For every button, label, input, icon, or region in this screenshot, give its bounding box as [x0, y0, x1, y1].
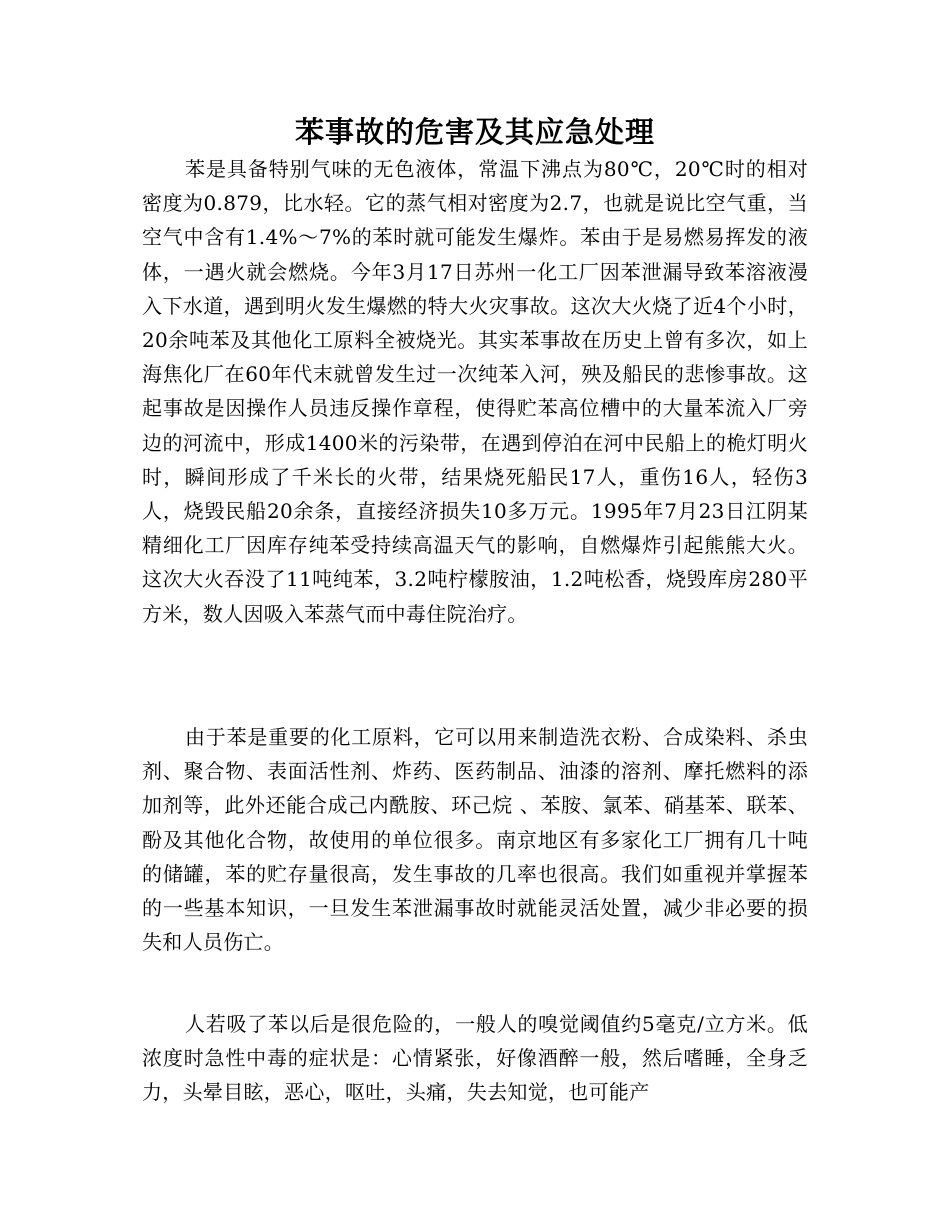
paragraph-benzene-poisoning: 人若吸了苯以后是很危险的，一般人的嗅觉阈值约5毫克/立方米。低浓度时急性中毒的症状是：心情紧张，好像酒醉一般，然后嗜睡，全身乏力，头晕目眩，恶心，呕吐，头痛，失去知觉，也可能产 [142, 1012, 808, 1105]
paragraph-benzene-uses: 由于苯是重要的化工原料，它可以用来制造洗衣粉、合成染料、杀虫剂、聚合物、表面活性剂、炸药、医药制品、油漆的溶剂、摩托燃料的添加剂等，此外还能合成己内酰胺、环己烷 、苯胺、氯苯、硝基苯、联苯、酚及其他化合物，故使用的单位很多。南京地区有多家化工厂拥有几十吨的储罐，苯的贮存量很高，发生事故的几率也很高。我们如重视并掌握苯的一些基本知识，一旦发生苯泄漏事故时就能灵活处置，减少非必要的损失和人员伤亡。 [142, 725, 808, 955]
document-title: 苯事故的危害及其应急处理 [294, 115, 655, 149]
paragraph-benzene-properties-accidents: 苯是具备特别气味的无色液体，常温下沸点为80℃，20℃时的相对密度为0.879，比水轻。它的蒸气相对密度为2.7，也就是说比空气重，当空气中含有1.4%～7%的苯时就可能发生爆炸。苯由于是易燃易挥发的液体，一遇火就会燃烧。今年3月17日苏州一化工厂因苯泄漏导致苯溶液漫入下水道，遇到明火发生爆燃的特大火灾事故。这次大火烧了近4个小时，20余吨苯及其他化工原料全被烧光。其实苯事故在历史上曾有多次，如上海焦化厂在60年代末就曾发生过一次纯苯入河，殃及船民的悲惨事故。这起事故是因操作人员违反操作章程，使得贮苯高位槽中的大量苯流入厂旁边的河流中，形成1400米的污染带，在遇到停泊在河中民船上的桅灯明火时，瞬间形成了千米长的火带，结果烧死船民17人，重伤16人，轻伤3人，烧毁民船20余条，直接经济损失10多万元。1995年7月23日江阴某精细化工厂因库存纯苯受持续高温天气的影响，自燃爆炸引起熊熊大火。这次大火吞没了11吨纯苯，3.2吨柠檬胺油，1.2吨松香，烧毁库房280平方米，数人因吸入苯蒸气而中毒住院治疗。 [142, 157, 808, 626]
